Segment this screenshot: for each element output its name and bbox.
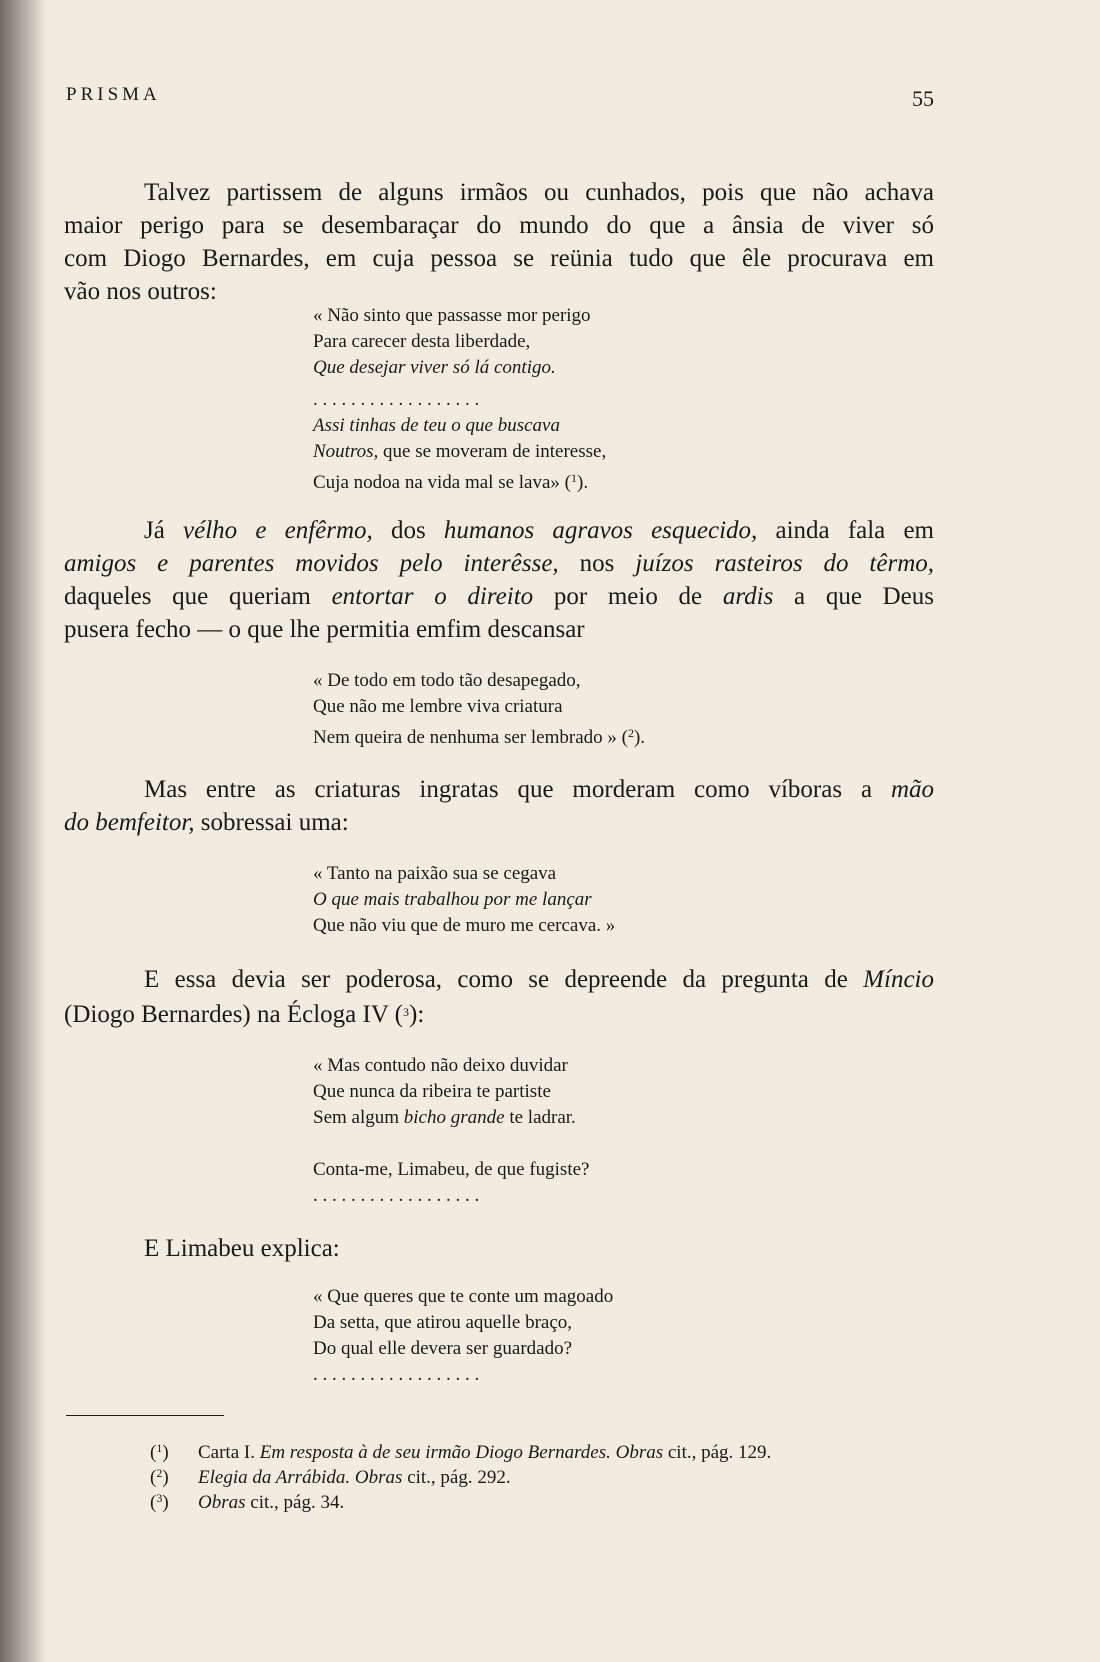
verse-text: Cuja nodoa na vida mal se lava» ( — [313, 472, 572, 493]
text: a que Deus — [773, 583, 934, 610]
italic-text: Míncio — [863, 966, 934, 993]
paragraph-line — [64, 996, 934, 1031]
italic-text: amigos e parentes movidos pelo interêsse, — [64, 550, 559, 577]
verse-line: Para carecer desta liberdade, — [313, 331, 531, 352]
footnote-text: cit., pág. 292. — [402, 1467, 511, 1488]
paragraph-line: com Diogo Bernardes, em cuja pessoa se reünia tudo que êle procurava em — [64, 245, 934, 272]
paragraph-line — [64, 547, 934, 580]
footnote-number: 1 — [156, 1441, 163, 1455]
verse-line: « De todo em todo tão desapegado, — [313, 670, 581, 691]
paragraph-line: pusera fecho — o que lhe permitia emfim descansar — [64, 616, 585, 643]
verse-line: « Tanto na paixão sua se cegava — [313, 863, 557, 884]
verse-quote-1 — [313, 303, 606, 496]
footnote-ref: 1 — [571, 471, 578, 485]
footnote-3 — [150, 1486, 344, 1515]
verse-line-italic: O que mais trabalhou por me lançar — [313, 889, 592, 910]
paragraph-line: E Limabeu explica: — [144, 1235, 340, 1262]
paren: ) — [162, 1467, 169, 1488]
text: ainda fala em — [757, 517, 934, 544]
paragraph-5 — [64, 1232, 934, 1265]
text: Já — [144, 517, 184, 544]
verse-line — [313, 439, 606, 465]
footnote-italic: Obras — [198, 1492, 246, 1513]
paren: ( — [150, 1467, 157, 1488]
italic-text: entortar o direito — [331, 583, 534, 610]
text: por meio de — [533, 583, 723, 610]
verse-quote-5 — [313, 1284, 613, 1388]
text: ): — [409, 1001, 425, 1028]
verse-line — [313, 887, 615, 913]
paragraph-4 — [64, 963, 934, 1031]
page-number: 55 — [912, 86, 934, 111]
verse-line: « Não sinto que passasse mor perigo — [313, 305, 591, 326]
verse-quote-2 — [313, 668, 645, 751]
footnote-number: 3 — [156, 1491, 163, 1505]
footnote-text: cit., pág. 129. — [663, 1442, 772, 1463]
verse-text: Nem queira de nenhuma ser lembrado » ( — [313, 727, 628, 748]
verse-line: Que não viu que de muro me cercava. » — [313, 915, 616, 936]
footnote-text: Carta I. — [198, 1442, 260, 1463]
verse-line — [313, 1105, 589, 1131]
text: nos — [558, 550, 636, 577]
footnote-italic: Em resposta à de seu irmão Diogo Bernardes. Obras — [259, 1442, 664, 1463]
text: Mas entre as criaturas ingratas que morderam como víboras a — [144, 776, 891, 803]
verse-line: Conta-me, Limabeu, de que fugiste? — [313, 1159, 590, 1180]
verse-line: Do qual elle devera ser guardado? — [313, 1338, 573, 1359]
verse-line-italic: Que desejar viver só lá contigo. — [313, 357, 556, 378]
footnote-italic: Elegia da Arrábida. Obras — [198, 1467, 403, 1488]
footnote-ref: 3 — [403, 1005, 410, 1019]
italic-text: mão — [890, 776, 934, 803]
paragraph-line — [64, 773, 934, 806]
text: sobressai uma: — [194, 809, 349, 836]
paragraph-1 — [64, 176, 934, 308]
paren: ) — [162, 1492, 169, 1513]
paragraph-line — [64, 806, 934, 839]
footnote-separator — [66, 1415, 224, 1416]
verse-line-italic: Assi tinhas de teu o que buscava — [313, 415, 560, 436]
text: E essa devia ser poderosa, como se depreende da pregunta de — [144, 966, 864, 993]
verse-line — [313, 720, 645, 751]
verse-line: « Que queres que te conte um magoado — [313, 1286, 614, 1307]
paragraph-line — [64, 580, 934, 613]
paragraph-2 — [64, 514, 934, 646]
verse-line — [313, 355, 606, 381]
verse-line — [313, 413, 606, 439]
paragraph-3 — [64, 773, 934, 839]
verse-text: ). — [577, 472, 589, 493]
italic-text: vélho e enfêrmo, — [183, 517, 373, 544]
verse-quote-3 — [313, 861, 615, 939]
italic-text: juízos rasteiros do têrmo, — [635, 550, 934, 577]
verse-line — [313, 465, 606, 496]
paren: ( — [150, 1492, 157, 1513]
text: daqueles que queriam — [64, 583, 332, 610]
footnote-text: cit., pág. 34. — [245, 1492, 345, 1513]
verse-line: Que não me lembre viva criatura — [313, 696, 563, 717]
paragraph-line — [64, 514, 934, 547]
verse-line: Que nunca da ribeira te partiste — [313, 1081, 551, 1102]
paren: ) — [162, 1442, 169, 1463]
paragraph-line: vão nos outros: — [64, 278, 217, 305]
verse-text: Sem algum — [313, 1107, 404, 1128]
paragraph-line: maior perigo para se desembaraçar do mundo do que a ânsia de viver só — [64, 212, 934, 239]
footnote-number: 2 — [156, 1466, 163, 1480]
ellipsis-dots: . . . . . . . . . . . . . . . . . . — [313, 389, 480, 410]
text: dos — [372, 517, 444, 544]
running-title: PRISMA — [66, 84, 161, 105]
paragraph-line — [64, 963, 934, 996]
verse-text: que se moveram de interesse, — [378, 441, 607, 462]
verse-line: « Mas contudo não deixo duvidar — [313, 1055, 568, 1076]
italic-text: do bemfeitor, — [64, 809, 195, 836]
paragraph-line: Talvez partissem de alguns irmãos ou cunhados, pois que não achava — [144, 179, 934, 206]
verse-text: te ladrar. — [504, 1107, 576, 1128]
ellipsis-dots: . . . . . . . . . . . . . . . . . . — [313, 1185, 480, 1206]
text: (Diogo Bernardes) na Écloga IV ( — [64, 1001, 404, 1028]
italic-text: ardis — [722, 583, 774, 610]
verse-word-italic: Noutros, — [313, 441, 379, 462]
verse-quote-4 — [313, 1053, 589, 1209]
footnote-ref: 2 — [627, 726, 634, 740]
paren: ( — [150, 1442, 157, 1463]
italic-text: humanos agravos esquecido, — [443, 517, 758, 544]
footnote-mark — [150, 1486, 198, 1515]
ellipsis-dots: . . . . . . . . . . . . . . . . . . — [313, 1364, 480, 1385]
verse-line: Da setta, que atirou aquelle braço, — [313, 1312, 573, 1333]
verse-word-italic: bicho grande — [403, 1107, 505, 1128]
verse-text: ). — [633, 727, 646, 748]
